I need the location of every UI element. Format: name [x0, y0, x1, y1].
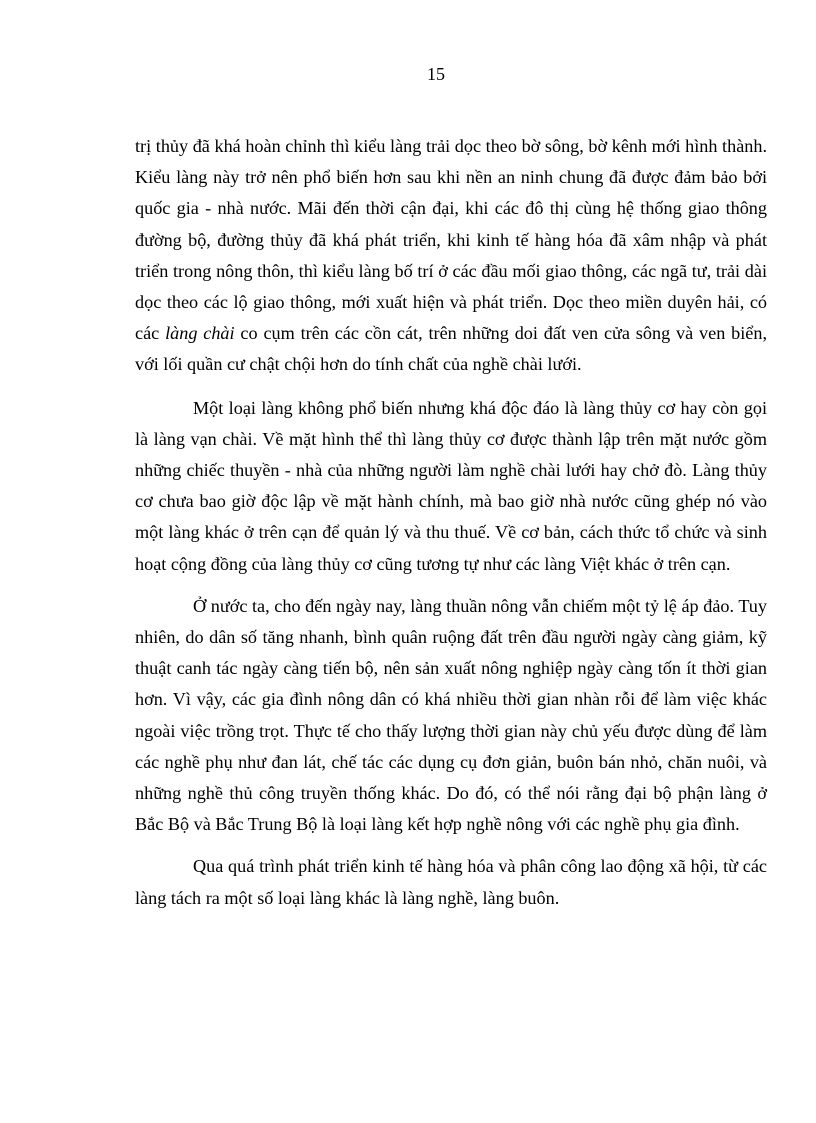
paragraph-4: Qua quá trình phát triển kinh tế hàng hóa và phân công lao động xã hội, từ các làng tách ra một số loại làng khác là làng nghề, làng buôn. — [135, 856, 767, 908]
page-number: 15 — [427, 64, 445, 84]
paragraph-1-text-before: trị thủy đã khá hoàn chỉnh thì kiểu làng trải dọc theo bờ sông, bờ kênh mới hình thành. Kiểu làng này trở nên phổ biến hơn sau khi nền an ninh chung đã được đảm bảo bởi quốc gia - nhà nước. Mãi đến thời cận đại, khi các đô thị cùng hệ thống giao thông đường bộ, đường thủy đã khá phát triển, khi kinh tế hàng hóa đã xâm nhập và phát triển trong nông thôn, thì kiểu làng bố trí ở các đầu mối giao thông, các ngã tư, trải dài dọc theo các lộ giao thông, mới xuất hiện và phát triển. Dọc theo miền duyên hải, có các — [135, 136, 767, 344]
paragraph-1-emphasis: làng chài — [165, 323, 235, 344]
paragraph-1-text-after: co cụm trên các cồn cát, trên những doi đất ven cửa sông và ven biển, với lối quần cư chật chội hơn do tính chất của nghề chài lưới. — [135, 323, 768, 375]
paragraph-2: Một loại làng không phổ biến nhưng khá độc đáo là làng thủy cơ hay còn gọi là làng vạn chài. Về mặt hình thể thì làng thủy cơ được thành lập trên mặt nước gồm những chiếc thuyền - nhà của những người làm nghề chài lưới hay chở đò. Làng thủy cơ chưa bao giờ độc lập về mặt hành chính, mà bao giờ nhà nước cũng ghép nó vào một làng khác ở trên cạn để quản lý và thu thuế. Về cơ bản, cách thức tổ chức và sinh hoạt cộng đồng của làng thủy cơ cũng tương tự như các làng Việt khác ở trên cạn. — [135, 397, 767, 574]
paragraph-1 — [135, 131, 767, 381]
paragraph-3: Ở nước ta, cho đến ngày nay, làng thuần nông vẫn chiếm một tỷ lệ áp đảo. Tuy nhiên, do dân số tăng nhanh, bình quân ruộng đất trên đầu người ngày càng giảm, kỹ thuật canh tác ngày càng tiến bộ, nên sản xuất nông nghiệp ngày càng tốn ít thời gian hơn. Vì vậy, các gia đình nông dân có khá nhiều thời gian nhàn rỗi để làm việc khác ngoài việc trồng trọt. Thực tế cho thấy lượng thời gian này chủ yếu được dùng để làm các nghề phụ như đan lát, chế tác các dụng cụ đơn giản, buôn bán nhỏ, chăn nuôi, và những nghề thủ công truyền thống khác. Do đó, có thể nói rằng đại bộ phận làng ở Bắc Bộ và Bắc Trung Bộ là loại làng kết hợp nghề nông với các nghề phụ gia đình. — [135, 595, 767, 835]
page-body — [135, 131, 767, 914]
